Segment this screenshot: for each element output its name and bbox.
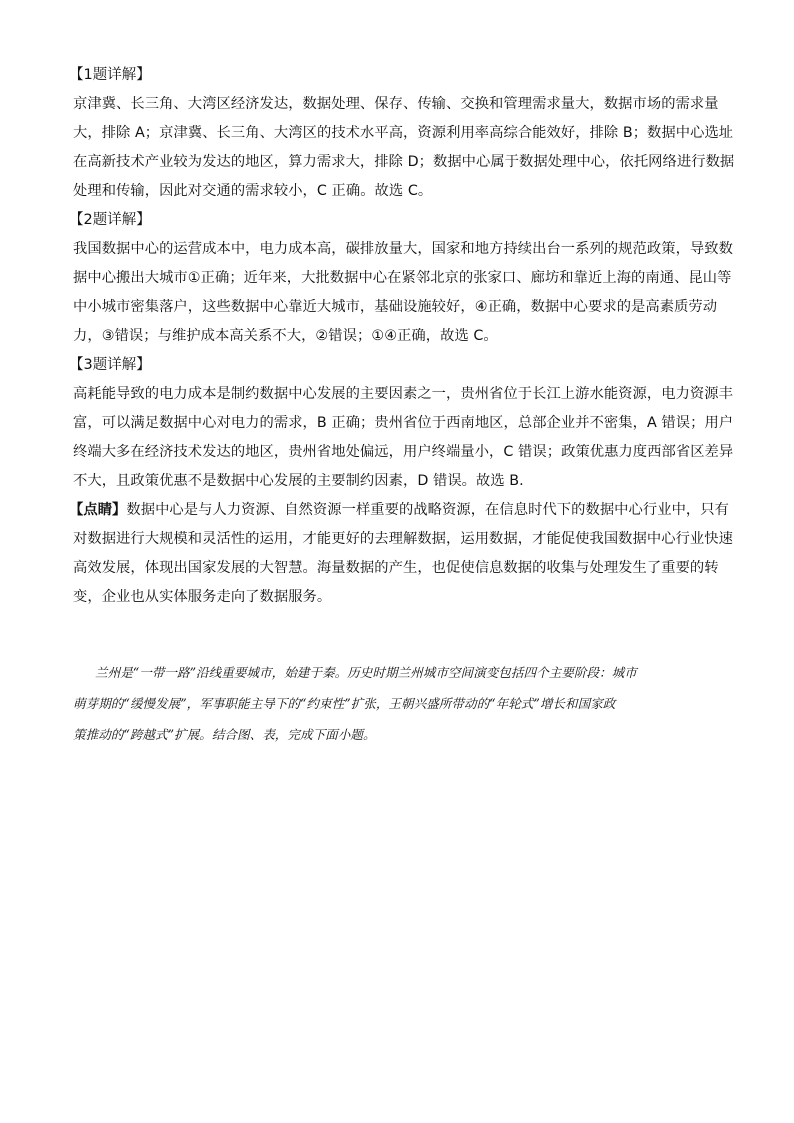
section-body [73,380,734,496]
text-line: 京津冀、长三角、大湾区经济发达，数据处理、保存、传输、交换和管理需求量大，数据市场的需求量 [73,96,719,112]
answer-explanations [69,61,735,612]
intro-line: 兰州是“一带一路”沿线重要城市，始建于秦。历史时期兰州城市空间演变包括四个主要阶段：城市 [95,665,637,680]
comment-section [69,496,733,612]
section-body [73,90,735,206]
text-line: 中小城市密集落户，这些数据中心靠近大城市，基础设施较好，④正确，数据中心要求的是高素质劳动 [73,299,718,315]
text-line: 变，企业也从实体服务走向了数据服务。 [73,589,332,605]
text-line: 终端大多在经济技术发达的地区，贵州省地处偏远，用户终端量小，C 错误；政策优惠力度西部省区差异 [73,444,734,460]
text-line [69,496,729,525]
text-line: 大，排除 A；京津冀、长三角、大湾区的技术水平高，资源利用率高综合能效好，排除 B；数据中心选址 [73,125,734,141]
text-line: 高耗能导致的电力成本是制约数据中心发展的主要因素之一，贵州省位于长江上游水能资源，电力资源丰 [73,386,733,402]
text-line: 在高新技术产业较为发达的地区，算力需求大，排除 D；数据中心属于数据处理中心，依托网络进行数据 [73,154,735,170]
text-line: 不大，且政策优惠不是数据中心发展的主要制约因素，D 错误。故选 B. [73,473,524,489]
section-body [73,235,733,351]
section-1 [69,61,735,206]
section-2 [69,206,733,351]
comment-label: 【点睛】 [69,502,127,518]
text-line: 高效发展，体现出国家发展的大智慧。海量数据的产生，也促使信息数据的收集与处理发生了重要的转 [73,560,719,576]
intro-line: 萌芽期的“缓慢发展”，军事职能主导下的“约束性”扩张，王朝兴盛所带动的“年轮式”增长和国家政 [73,696,616,711]
section-title: 【2题详解】 [69,212,151,228]
comment-body [69,496,733,612]
intro-line: 策推动的“跨越式”扩展。结合图、表，完成下面小题。 [73,727,376,742]
text-line: 我国数据中心的运营成本中，电力成本高，碳排放量大，国家和地方持续出台一系列的规范政策，导致数 [73,241,733,257]
text-line: 力，③错误；与维护成本高关系不大，②错误；①④正确，故选 C。 [73,328,498,344]
comment-first-line: 数据中心是与人力资源、自然资源一样重要的战略资源，在信息时代下的数据中心行业中，只有 [126,502,729,518]
text-line: 对数据进行大规模和灵活性的运用，才能更好的去理解数据，运用数据，才能促使我国数据中心行业快速 [73,531,733,547]
next-question-intro [73,657,733,750]
section-3 [69,351,734,496]
text-line: 据中心搬出大城市①正确；近年来，大批数据中心在紧邻北京的张家口、廊坊和靠近上海的南通、昆山等 [73,270,732,286]
section-title: 【3题详解】 [69,357,151,373]
text-line: 富，可以满足数据中心对电力的需求，B 正确；贵州省位于西南地区，总部企业并不密集，A 错误；用户 [73,415,734,431]
text-line: 处理和传输，因此对交通的需求较小，C 正确。故选 C。 [73,183,433,199]
section-title: 【1题详解】 [69,67,151,83]
